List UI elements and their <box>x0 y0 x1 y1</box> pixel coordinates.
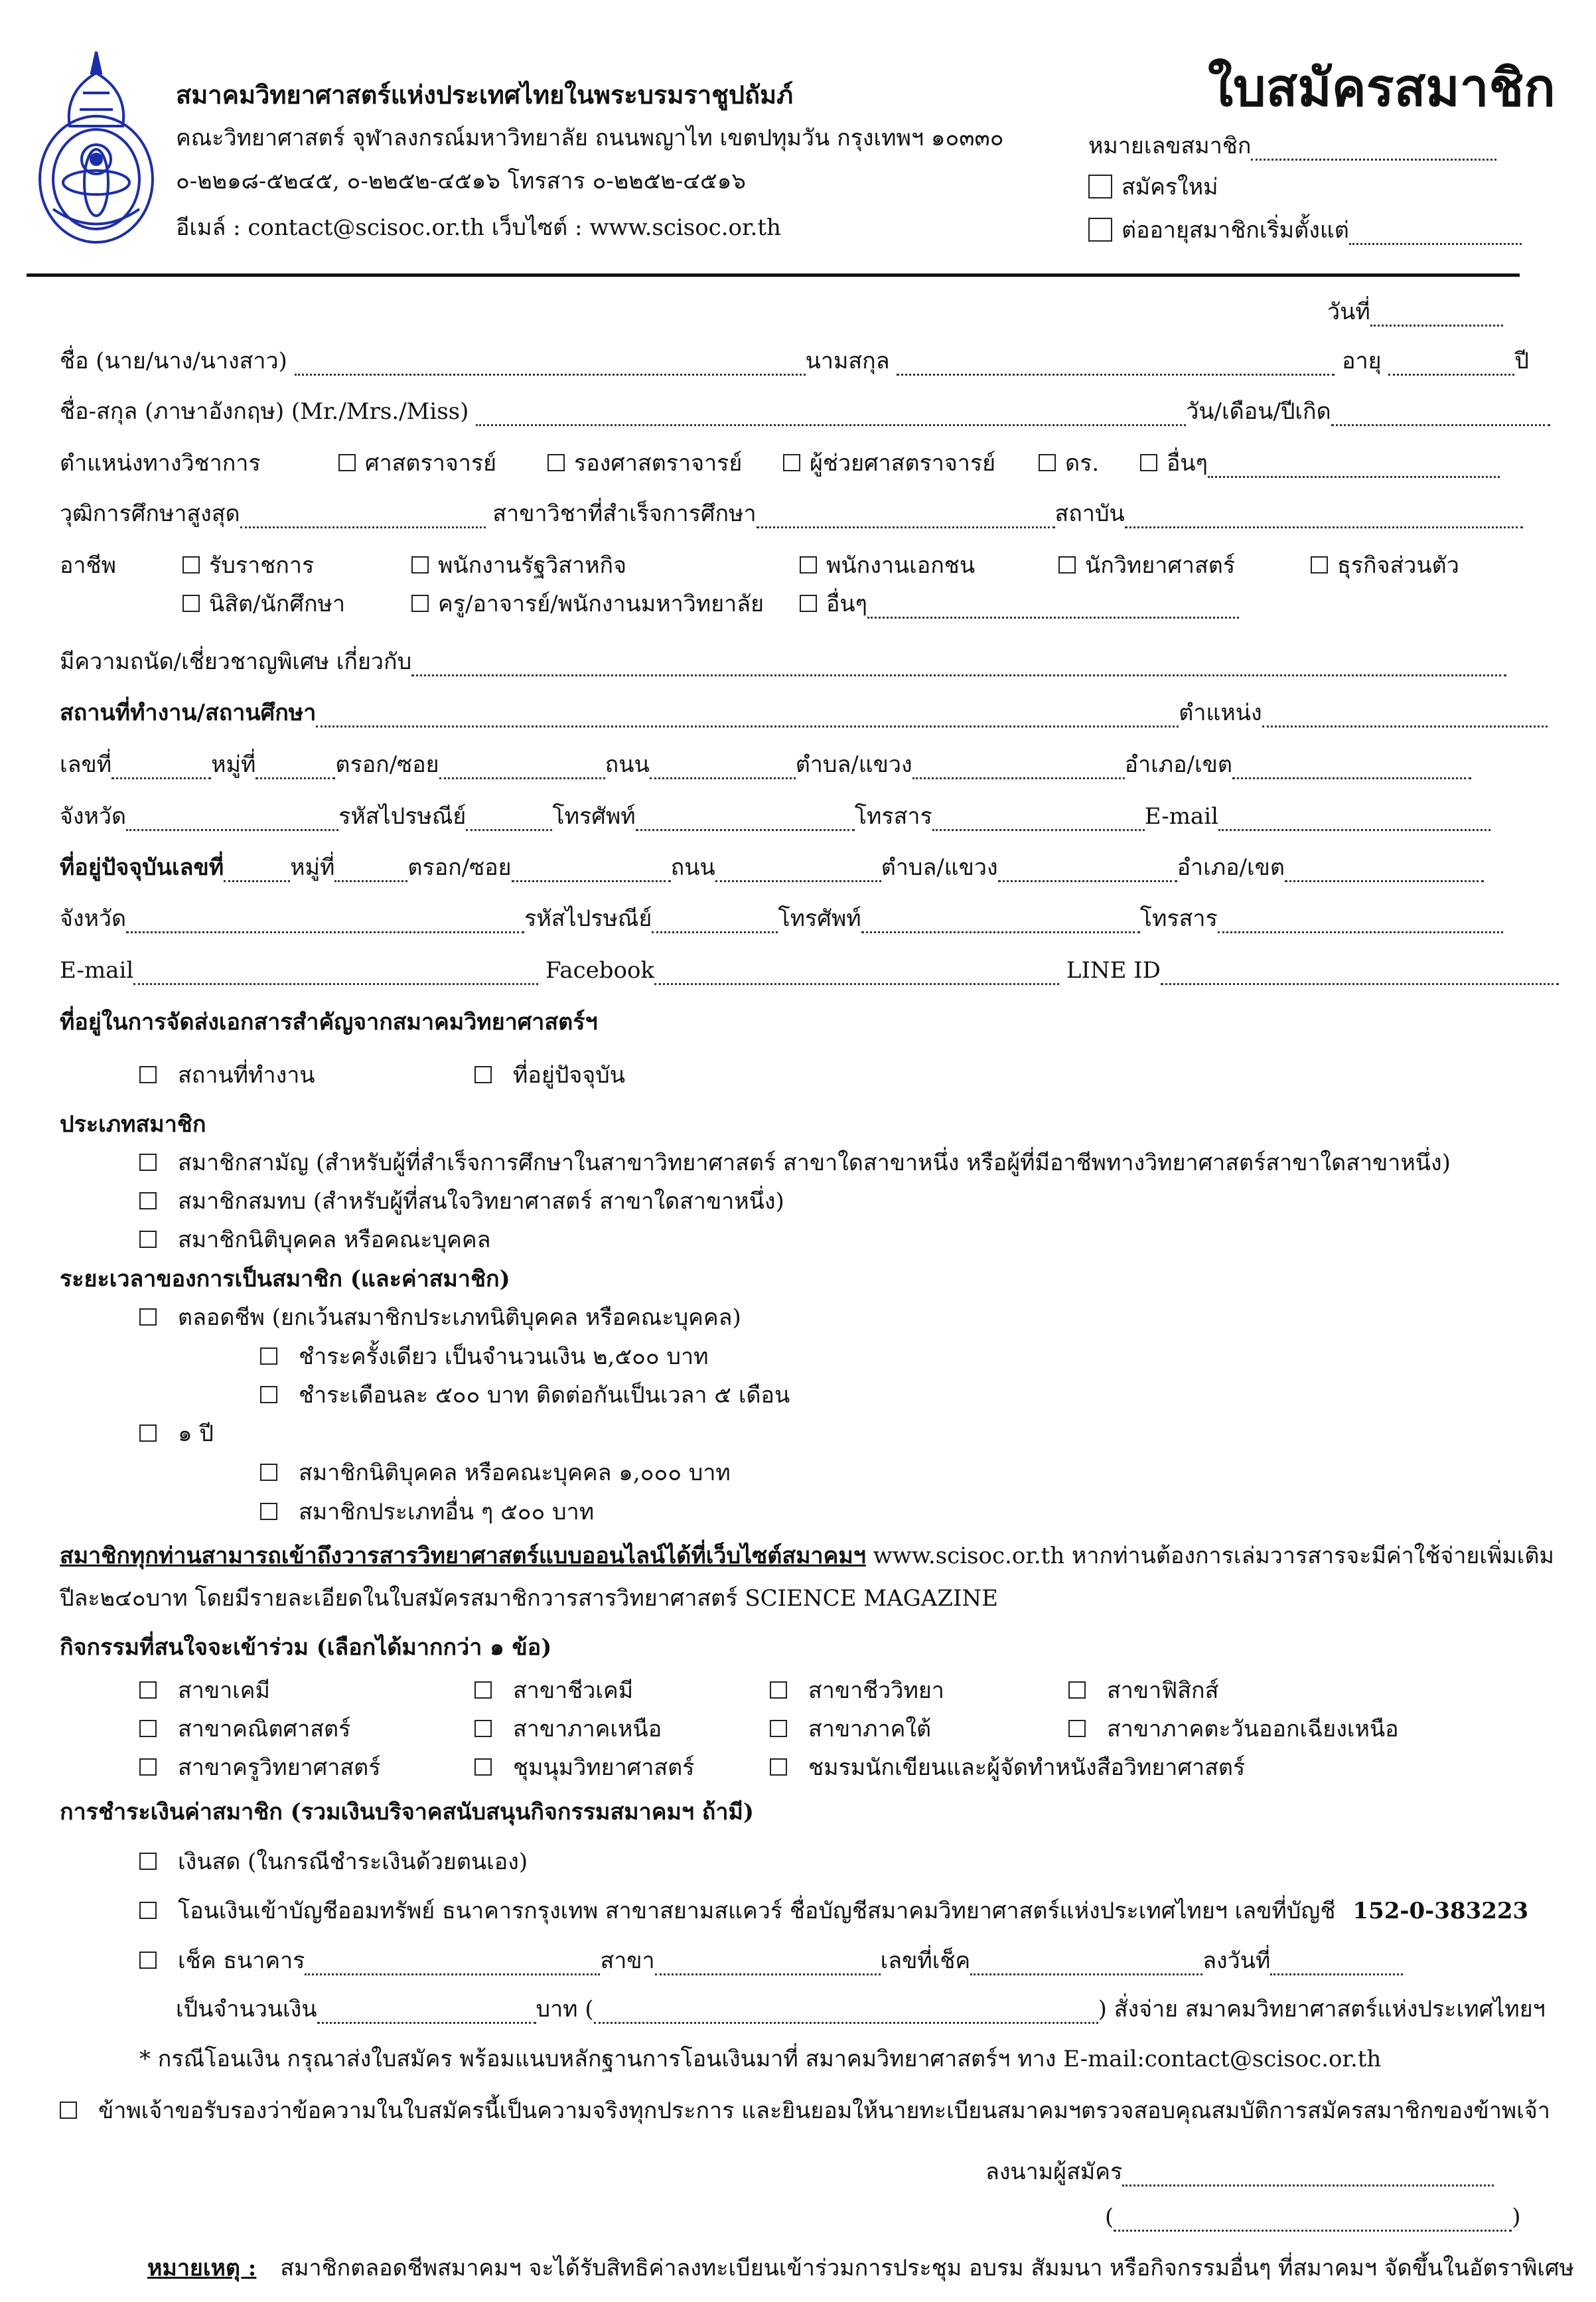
soi-label: ตรอก/ซอย <box>407 854 512 881</box>
amount-label: เป็นจำนวนเงิน <box>176 1996 317 2023</box>
option-label: โอนเงินเข้าบัญชีออมทรัพย์ ธนาคารกรุงเทพ สาขาสยามสแควร์ ชื่อบัญชีสมาคมวิทยาศาสตร์แห่งประเทศไทยฯ เลขที่บัญชี <box>178 1898 1336 1924</box>
activity-option[interactable] <box>770 1715 931 1744</box>
education-row[interactable] <box>60 499 1523 528</box>
duration-year-option[interactable] <box>139 1419 214 1448</box>
workplace-row[interactable] <box>60 698 1548 728</box>
org-address: คณะวิทยาศาสตร์ จุฬาลงกรณ์มหาวิทยาลัย ถนนพญาไท เขตปทุมวัน กรุงเทพฯ ๑๐๓๓๐ <box>176 125 1004 151</box>
option-label: สมาชิกประเภทอื่น ๆ ๕๐๐ บาท <box>299 1499 595 1525</box>
tel-label: โทรศัพท์ <box>778 905 861 932</box>
option-label: สมาชิกนิติบุคคล หรือคณะบุคคล ๑,๐๐๐ บาท <box>299 1460 731 1486</box>
activity-option[interactable] <box>770 1753 1245 1782</box>
zip-label: รหัสไปรษณีย์ <box>524 905 652 932</box>
checkbox[interactable] <box>1068 1720 1086 1737</box>
thai-name-row[interactable] <box>60 346 1529 376</box>
cheque-date-label: ลงวันที่ <box>1202 1948 1271 1974</box>
option-label: สาขาภาคเหนือ <box>513 1716 662 1742</box>
activity-option[interactable] <box>474 1753 694 1782</box>
option-label: ดร. <box>1065 450 1100 477</box>
payment-amount-row[interactable] <box>176 1995 1546 2024</box>
option-label: สาขาภาคตะวันออกเฉียงเหนือ <box>1107 1716 1399 1742</box>
academic-option[interactable] <box>1039 449 1099 478</box>
checkbox[interactable] <box>1140 454 1157 471</box>
occupation-option[interactable] <box>182 551 314 580</box>
checkbox[interactable] <box>1068 1681 1086 1699</box>
date-label: วันที่ <box>1327 299 1370 325</box>
member-type-title: ประเภทสมาชิก <box>60 1111 206 1138</box>
option-label: นิสิต/นักศึกษา <box>209 591 346 617</box>
footnote <box>147 2254 1574 2283</box>
activity-option[interactable] <box>139 1676 270 1705</box>
degree-label: วุฒิการศึกษาสูงสุด <box>60 500 240 527</box>
paren-open: ( <box>1105 2204 1114 2230</box>
tambon-label: ตำบล/แขวง <box>881 854 998 881</box>
option-label: พนักงานรัฐวิสาหกิจ <box>438 552 627 579</box>
paren-close: ) <box>1512 2204 1521 2230</box>
occupation-label: อาชีพ <box>60 552 116 579</box>
cheque-no-label: เลขที่เช็ค <box>880 1948 971 1974</box>
option-label: ธุรกิจส่วนตัว <box>1337 552 1459 579</box>
society-emblem-logo <box>27 46 166 246</box>
moo-label: หมู่ที่ <box>290 854 335 881</box>
checkbox[interactable] <box>260 1347 277 1365</box>
activity-option[interactable] <box>474 1676 633 1705</box>
checkbox[interactable] <box>139 1066 157 1083</box>
checkbox[interactable] <box>139 1192 157 1209</box>
option-label: ชุมนุมวิทยาศาสตร์ <box>513 1754 695 1781</box>
checkbox[interactable] <box>770 1758 787 1776</box>
year-label: ปี <box>1514 348 1530 374</box>
age-label: อายุ <box>1342 348 1382 374</box>
checkbox[interactable] <box>260 1386 277 1403</box>
activities-title: กิจกรรมที่สนใจจะเข้าร่วม (เลือกได้มากกว่า ๑ ข้อ) <box>60 1634 552 1661</box>
option-label: ๑ ปี <box>178 1420 214 1447</box>
soi-label: ตรอก/ซอย <box>335 751 439 778</box>
work-address-row-1[interactable] <box>60 750 1471 779</box>
mailing-option-current[interactable] <box>474 1061 625 1090</box>
option-label: สาขาภาคใต้ <box>808 1716 932 1742</box>
tel-label: โทรศัพท์ <box>552 803 636 830</box>
occupation-option[interactable] <box>1311 551 1459 580</box>
org-email-web: อีเมล์ : contact@scisoc.or.th เว็บไซต์ : www.scisoc.or.th <box>176 214 781 241</box>
checkbox[interactable] <box>547 454 565 471</box>
activity-option[interactable] <box>770 1676 944 1705</box>
checkbox[interactable] <box>139 1758 157 1776</box>
transfer-note: * กรณีโอนเงิน กรุณาส่งใบสมัคร พร้อมแนบหลักฐานการโอนเงินมาที่ สมาคมวิทยาศาสตร์ฯ ทาง E-mail:contact@scisoc.or.th <box>139 2046 1382 2072</box>
journal-note-rest: www.scisoc.or.th หากท่านต้องการเล่มวารสารจะมีค่าใช้จ่ายเพิ่มเติม <box>865 1543 1554 1569</box>
workplace-label: สถานที่ทำงาน/สถานศึกษา <box>60 700 317 726</box>
checkbox[interactable] <box>139 1231 157 1248</box>
facebook-label: Facebook <box>545 957 655 984</box>
checkbox[interactable] <box>474 1720 492 1737</box>
checkbox[interactable] <box>770 1681 787 1699</box>
option-label: อื่นๆ <box>1167 450 1208 477</box>
certify-text: ข้าพเจ้าขอรับรองว่าข้อความในใบสมัครนี้เป็นความจริงทุกประการ และยินยอมให้นายทะเบียนสมาคมฯตรวจสอบคุณสมบัติการสมัครสมาชิกของข้าพเจ้า <box>98 2098 1550 2124</box>
option-label: เช็ค ธนาคาร <box>178 1948 305 1974</box>
activity-option[interactable] <box>1068 1715 1399 1744</box>
option-label: พนักงานเอกชน <box>826 552 976 579</box>
academic-option[interactable] <box>1140 449 1500 478</box>
tambon-label: ตำบล/แขวง <box>795 751 912 778</box>
baht-label: บาท ( <box>536 1996 594 2023</box>
checkbox[interactable] <box>139 1853 157 1870</box>
duration-life-monthly[interactable] <box>260 1381 790 1410</box>
payment-title: การชำระเงินค่าสมาชิก (รวมเงินบริจาคสนับสนุนกิจกรรมสมาคมฯ ถ้ามี) <box>60 1799 754 1825</box>
academic-label: ตำแหน่งทางวิชาการ <box>60 450 261 477</box>
option-label: ชมรมนักเขียนและผู้จัดทำหนังสือวิทยาศาสตร์ <box>808 1754 1246 1781</box>
current-address-label: ที่อยู่ปัจจุบันเลขที่ <box>60 854 224 881</box>
email-label: E-mail <box>60 957 134 984</box>
line-id-label: LINE ID <box>1066 957 1161 984</box>
house-no-label: เลขที่ <box>60 751 112 778</box>
checkbox[interactable] <box>139 1952 157 1969</box>
occupation-option[interactable] <box>182 589 345 619</box>
road-label: ถนน <box>605 751 650 778</box>
option-label: สมาชิกสมทบ (สำหรับผู้ที่สนใจวิทยาศาสตร์ สาขาใดสาขาหนึ่ง) <box>178 1188 784 1215</box>
option-label: สมาชิกนิติบุคคล หรือคณะบุคคล <box>178 1227 491 1253</box>
option-label: ชำระเดือนละ ๕๐๐ บาท ติดต่อกันเป็นเวลา ๕ เดือน <box>299 1382 790 1409</box>
road-label: ถนน <box>670 854 715 881</box>
option-label: รองศาสตราจารย์ <box>574 450 743 477</box>
option-label: ตลอดชีพ (ยกเว้นสมาชิกประเภทนิติบุคคล หรือคณะบุคคล) <box>178 1304 741 1331</box>
journal-note <box>60 1541 1554 1571</box>
english-name-label: ชื่อ-สกุล (ภาษาอังกฤษ) (Mr./Mrs./Miss) <box>60 398 469 425</box>
signature-name-field[interactable] <box>1105 2202 1521 2232</box>
member-type-option[interactable] <box>139 1148 1451 1178</box>
activity-option[interactable] <box>139 1715 350 1744</box>
checkbox[interactable] <box>182 595 200 612</box>
member-number-label: หมายเลขสมาชิก <box>1088 133 1252 159</box>
renew-label: ต่ออายุสมาชิกเริ่มตั้งแต่ <box>1122 217 1349 244</box>
institution-label: สถาบัน <box>1054 500 1125 527</box>
duration-life-onetime[interactable] <box>260 1342 708 1371</box>
option-label: สถานที่ทำงาน <box>178 1062 315 1089</box>
option-label: สาขาฟิสิกส์ <box>1107 1677 1219 1704</box>
checkbox[interactable] <box>1039 454 1056 471</box>
renew-checkbox[interactable] <box>1088 218 1112 242</box>
email-label: E-mail <box>1144 803 1218 830</box>
academic-option[interactable] <box>547 449 742 478</box>
work-address-row-2[interactable] <box>60 802 1490 831</box>
duration-title: ระยะเวลาของการเป็นสมาชิก (และค่าสมาชิก) <box>60 1266 510 1292</box>
duration-life-option[interactable] <box>139 1303 741 1332</box>
fax-label: โทรสาร <box>854 803 932 830</box>
duration-year-juristic[interactable] <box>260 1458 731 1488</box>
checkbox[interactable] <box>139 1424 157 1442</box>
checkbox[interactable] <box>474 1681 492 1699</box>
checkbox[interactable] <box>1058 556 1076 574</box>
payment-cheque-option[interactable] <box>139 1946 1403 1975</box>
member-type-option[interactable] <box>139 1187 784 1216</box>
activity-option[interactable] <box>1068 1676 1218 1705</box>
option-label: สาขาเคมี <box>178 1677 270 1704</box>
occupation-option[interactable] <box>411 589 764 619</box>
checkbox[interactable] <box>800 556 817 574</box>
mailing-title: ที่อยู่ในการจัดส่งเอกสารสำคัญจากสมาคมวิทยาศาสตร์ฯ <box>60 1009 598 1036</box>
date-field[interactable] <box>1327 297 1503 327</box>
signature-field[interactable] <box>985 2157 1494 2187</box>
option-label: ชำระครั้งเดียว เป็นจำนวนเงิน ๒,๕๐๐ บาท <box>299 1343 709 1370</box>
journal-note-line2: ปีละ๒๔๐บาท โดยมีรายละเอียดในใบสมัครสมาชิกวารสารวิทยาศาสตร์ SCIENCE MAGAZINE <box>60 1585 998 1612</box>
province-label: จังหวัด <box>60 905 127 932</box>
renew-option[interactable] <box>1088 216 1522 245</box>
signature-label: ลงนามผู้สมัคร <box>985 2159 1123 2185</box>
checkbox[interactable] <box>411 556 429 574</box>
checkbox[interactable] <box>1311 556 1328 574</box>
header-divider <box>27 273 1520 277</box>
option-label: ศาสตราจารย์ <box>365 450 497 477</box>
occupation-option[interactable] <box>1058 551 1235 580</box>
occupation-option[interactable] <box>800 551 975 580</box>
mailing-option-work[interactable] <box>139 1061 315 1090</box>
checkbox[interactable] <box>411 595 429 612</box>
footnote-text: สมาชิกตลอดชีพสมาคมฯ จะได้รับสิทธิค่าลงทะเบียนเข้าร่วมการประชุม อบรม สัมมนา หรือกิจกรรมอื่นๆ ที่สมาคมฯ จัดขึ้นในอัตราพิเศษ <box>280 2255 1574 2281</box>
english-name-row[interactable] <box>60 397 1550 426</box>
field-label: สาขาวิชาที่สำเร็จการศึกษา <box>492 500 757 527</box>
new-member-option[interactable] <box>1088 173 1218 202</box>
checkbox[interactable] <box>260 1503 277 1520</box>
checkbox[interactable] <box>139 1720 157 1737</box>
option-label: ผู้ช่วยศาสตราจารย์ <box>810 450 996 477</box>
form-title: ใบสมัครสมาชิก <box>1208 58 1556 118</box>
amphoe-label: อำเภอ/เขต <box>1177 854 1285 881</box>
option-label: สาขาชีววิทยา <box>808 1677 944 1704</box>
dob-label: วัน/เดือน/ปีเกิด <box>1186 398 1331 425</box>
option-label: นักวิทยาศาสตร์ <box>1085 552 1236 579</box>
option-label: อื่นๆ <box>826 591 867 617</box>
payment-transfer-option[interactable] <box>139 1896 1528 1926</box>
checkbox[interactable] <box>260 1464 277 1481</box>
position-label: ตำแหน่ง <box>1179 700 1262 726</box>
activity-option[interactable] <box>139 1753 380 1782</box>
checkbox[interactable] <box>783 454 800 471</box>
option-label: สาขาครูวิทยาศาสตร์ <box>178 1754 381 1781</box>
first-name-label: ชื่อ (นาย/นาง/นางสาว) <box>60 348 287 374</box>
expertise-field[interactable] <box>60 647 1506 676</box>
checkbox[interactable] <box>182 556 200 574</box>
checkbox[interactable] <box>474 1066 492 1083</box>
occupation-option[interactable] <box>800 589 1239 619</box>
checkbox[interactable] <box>770 1720 787 1737</box>
duration-year-other[interactable] <box>260 1497 594 1527</box>
current-address-row-2[interactable] <box>60 904 1503 933</box>
option-label: ที่อยู่ปัจจุบัน <box>513 1062 626 1089</box>
current-address-row-1[interactable] <box>60 853 1484 882</box>
contact-row[interactable] <box>60 956 1559 985</box>
option-label: สมาชิกสามัญ (สำหรับผู้ที่สำเร็จการศึกษาในสาขาวิทยาศาสตร์ สาขาใดสาขาหนึ่ง หรือผู้ที่มีอาชีพทางวิทยาศาสตร์สาขาใดสาขาหนึ่ง) <box>178 1150 1451 1176</box>
expertise-label: มีความถนัด/เชี่ยวชาญพิเศษ เกี่ยวกับ <box>60 649 412 675</box>
option-label: รับราชการ <box>209 552 315 579</box>
certify-option[interactable] <box>60 2096 1550 2125</box>
option-label: สาขาคณิตศาสตร์ <box>178 1716 351 1742</box>
fax-label: โทรสาร <box>1139 905 1218 932</box>
amphoe-label: อำเภอ/เขต <box>1124 751 1232 778</box>
occupation-option[interactable] <box>411 551 626 580</box>
checkbox[interactable] <box>800 595 817 612</box>
academic-option[interactable] <box>338 449 496 478</box>
checkbox[interactable] <box>139 1681 157 1699</box>
new-member-checkbox[interactable] <box>1088 175 1112 198</box>
payment-cash-option[interactable] <box>139 1847 528 1877</box>
province-label: จังหวัด <box>60 803 127 830</box>
academic-option[interactable] <box>783 449 995 478</box>
member-type-option[interactable] <box>139 1225 491 1255</box>
new-member-label: สมัครใหม่ <box>1122 174 1218 200</box>
org-phone: ๐-๒๒๑๘-๕๒๔๕, ๐-๒๒๕๒-๔๕๑๖ โทรสาร ๐-๒๒๕๒-๔๕๑๖ <box>176 168 746 194</box>
zip-label: รหัสไปรษณีย์ <box>338 803 467 830</box>
org-name: สมาคมวิทยาศาสตร์แห่งประเทศไทยในพระบรมราชูปถัมภ์ <box>176 80 794 110</box>
journal-note-emphasis: สมาชิกทุกท่านสามารถเข้าถึงวารสารวิทยาศาสตร์แบบออนไลน์ได้ที่เว็บไซต์สมาคมฯ <box>60 1543 866 1569</box>
activity-option[interactable] <box>474 1715 662 1744</box>
checkbox[interactable] <box>474 1758 492 1776</box>
bank-account-number: 152-0-383223 <box>1352 1898 1529 1924</box>
member-number-field[interactable] <box>1088 131 1496 161</box>
checkbox[interactable] <box>139 1902 157 1919</box>
checkbox[interactable] <box>139 1154 157 1171</box>
option-label: ครู/อาจารย์/พนักงานมหาวิทยาลัย <box>438 591 764 617</box>
branch-label: สาขา <box>600 1948 655 1974</box>
checkbox[interactable] <box>338 454 356 471</box>
payable-label: ) สั่งจ่าย สมาคมวิทยาศาสตร์แห่งประเทศไทยฯ <box>1098 1996 1546 2023</box>
footnote-label: หมายเหตุ : <box>147 2255 257 2281</box>
option-label: เงินสด (ในกรณีชำระเงินด้วยตนเอง) <box>178 1849 528 1875</box>
option-label: สาขาชีวเคมี <box>513 1677 634 1704</box>
checkbox[interactable] <box>139 1308 157 1326</box>
last-name-label: นามสกุล <box>805 348 890 374</box>
moo-label: หมู่ที่ <box>211 751 256 778</box>
certify-checkbox[interactable] <box>60 2102 77 2119</box>
